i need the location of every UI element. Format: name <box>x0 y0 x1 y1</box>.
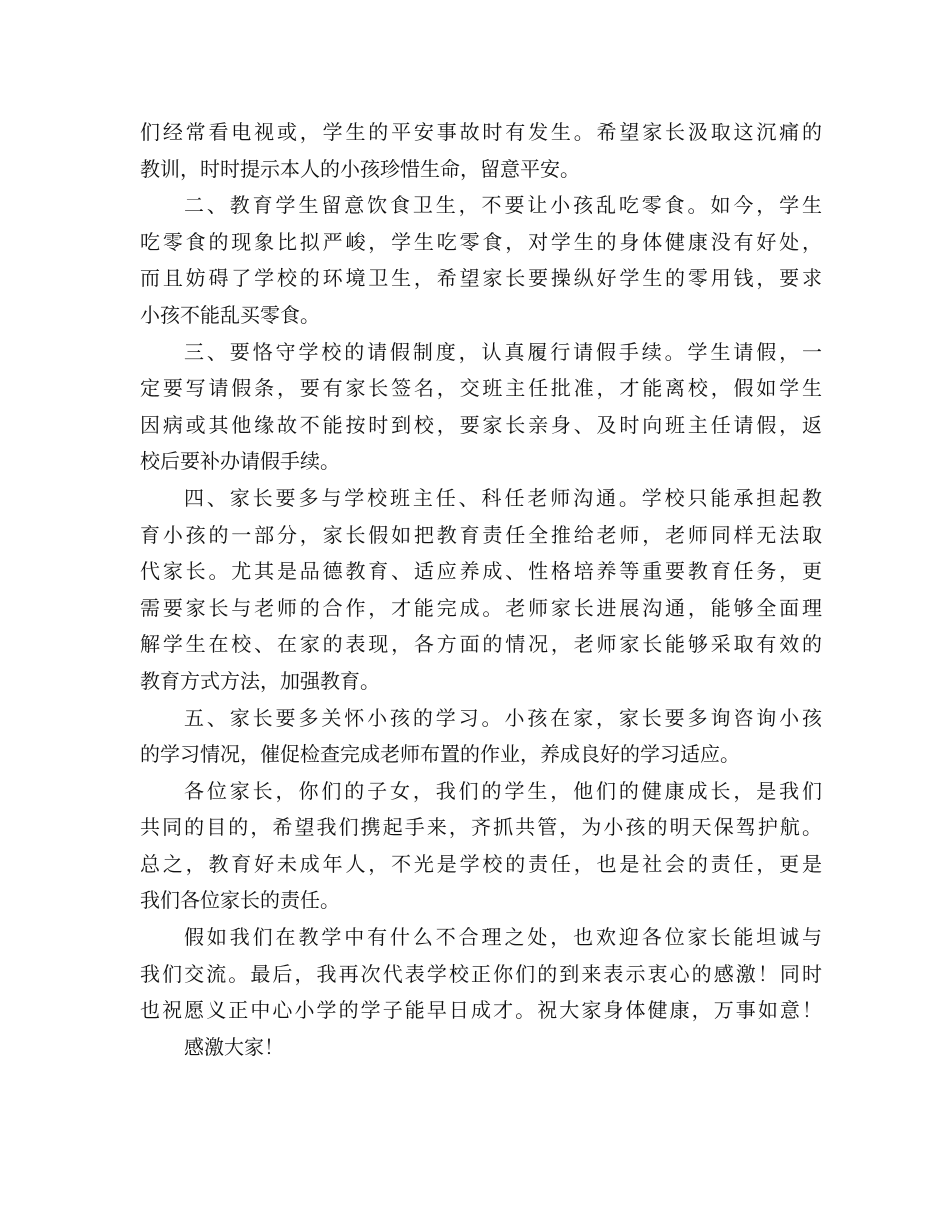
text-line: 因病或其他缘故不能按时到校，要家长亲身、及时向班主任请假，返 <box>140 412 822 437</box>
text-line: 我们交流。最后，我再次代表学校正你们的到来表示衷心的感激！同时 <box>140 961 822 986</box>
text-line: 吃零食的现象比拟严峻，学生吃零食，对学生的身体健康没有好处， <box>140 229 822 254</box>
text-line: 总之，教育好未成年人，不光是学校的责任，也是社会的责任，更是 <box>140 851 822 876</box>
text-line: 代家长。尤其是品德教育、适应养成、性格培养等重要教育任务，更 <box>140 559 822 584</box>
text-line: 各位家长，你们的子女，我们的学生，他们的健康成长，是我们 <box>184 778 822 803</box>
text-line: 而且妨碍了学校的环境卫生，希望家长要操纵好学生的零用钱，要求 <box>140 266 822 291</box>
text-line: 我们各位家长的责任。 <box>140 888 340 913</box>
text-line: 二、教育学生留意饮食卫生，不要让小孩乱吃零食。如今，学生 <box>184 193 822 218</box>
text-line: 五、家长要多关怀小孩的学习。小孩在家，家长要多询咨询小孩 <box>184 705 822 730</box>
text-line: 共同的目的，希望我们携起手来，齐抓共管，为小孩的明天保驾护航。 <box>140 815 822 840</box>
text-line: 小孩不能乱买零食。 <box>140 302 320 327</box>
text-line: 校后要补办请假手续。 <box>140 449 340 474</box>
text-line: 四、家长要多与学校班主任、科任老师沟通。学校只能承担起教 <box>184 485 822 510</box>
text-line: 也祝愿义正中心小学的学子能早日成才。祝大家身体健康，万事如意！ <box>140 998 822 1023</box>
text-line: 感激大家！ <box>184 1034 284 1059</box>
text-line: 需要家长与老师的合作，才能完成。老师家长进展沟通，能够全面理 <box>140 595 822 620</box>
text-line: 定要写请假条，要有家长签名，交班主任批准，才能离校，假如学生 <box>140 376 822 401</box>
text-line: 育小孩的一部分，家长假如把教育责任全推给老师，老师同样无法取 <box>140 522 822 547</box>
text-line: 解学生在校、在家的表现，各方面的情况，老师家长能够采取有效的 <box>140 632 822 657</box>
text-line: 假如我们在教学中有什么不合理之处，也欢迎各位家长能坦诚与 <box>184 925 822 950</box>
text-line: 们经常看电视或，学生的平安事故时有发生。希望家长汲取这沉痛的 <box>140 120 822 144</box>
text-line: 教训，时时提示本人的小孩珍惜生命，留意平安。 <box>140 156 580 181</box>
text-line: 的学习情况，催促检查完成老师布置的作业，养成良好的学习适应。 <box>140 742 740 767</box>
text-line: 教育方式方法，加强教育。 <box>140 668 380 693</box>
text-line: 三、要恪守学校的请假制度，认真履行请假手续。学生请假，一 <box>184 339 822 364</box>
body-text <box>140 114 822 1065</box>
